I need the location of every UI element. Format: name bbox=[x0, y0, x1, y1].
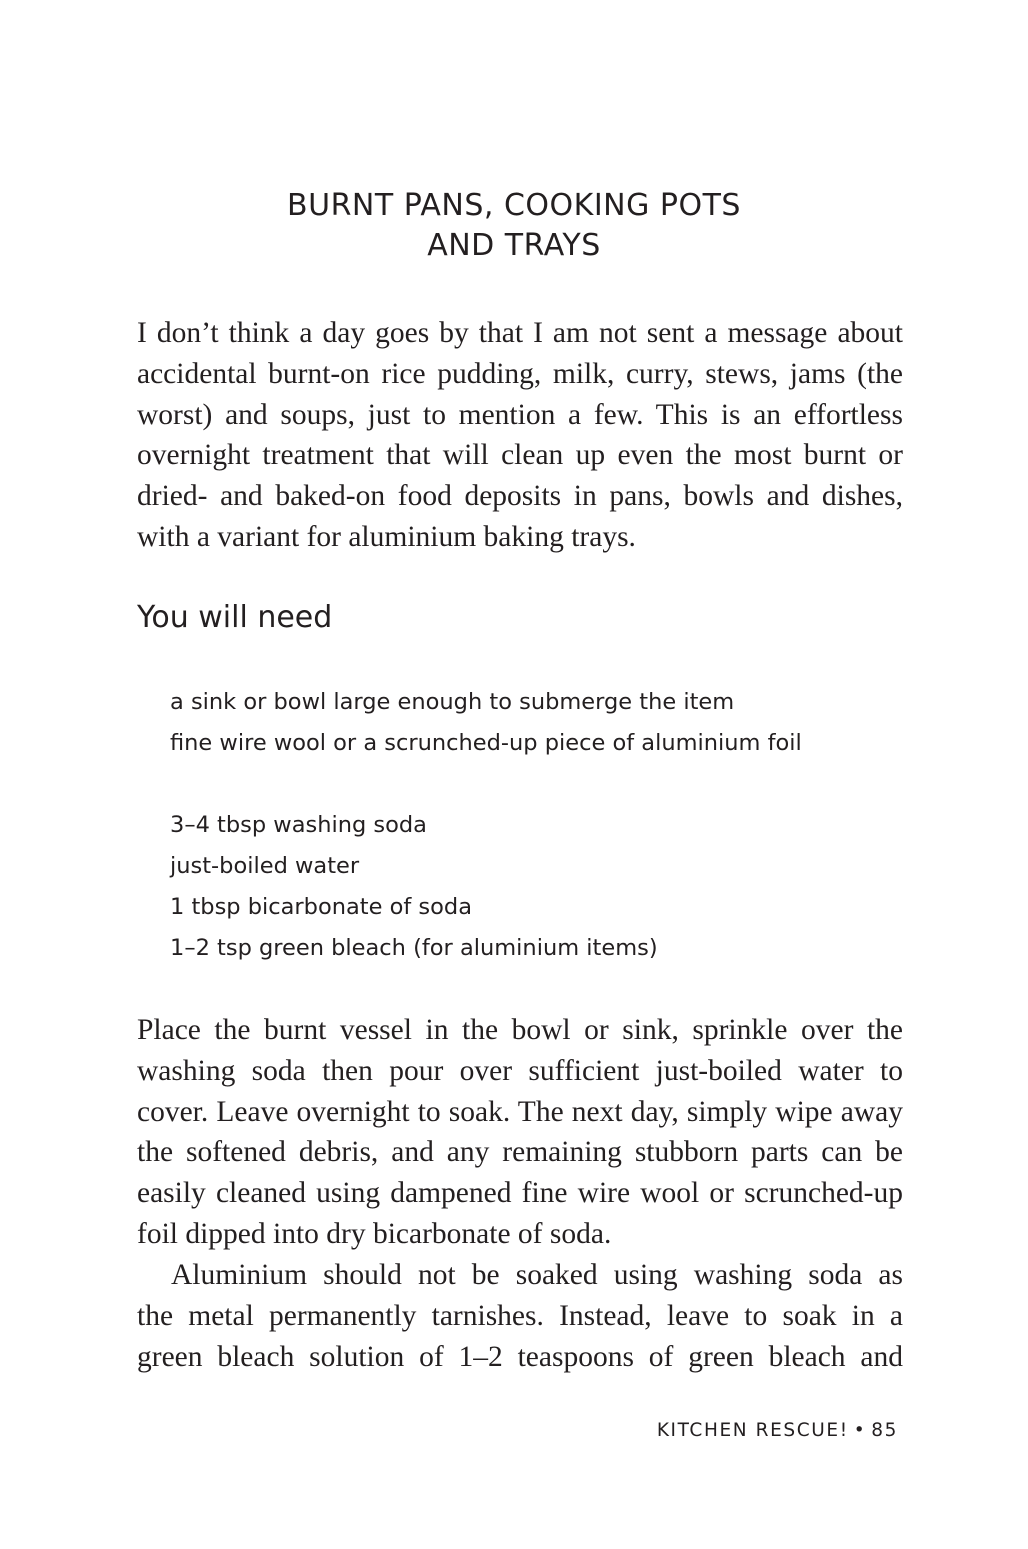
equipment-item: fine wire wool or a scrunched-up piece of aluminium foil bbox=[170, 730, 802, 756]
method-line: the metal permanently tarnishes. Instead, leave to soak in a bbox=[137, 1299, 903, 1332]
intro-line: dried- and baked-on food deposits in pans, bowls and dishes, bbox=[137, 480, 903, 513]
ingredient-item: 1 tbsp bicarbonate of soda bbox=[170, 894, 472, 920]
method-line: foil dipped into dry bicarbonate of soda. bbox=[137, 1217, 612, 1250]
ingredients-list bbox=[170, 805, 658, 969]
method-line: Aluminium should not be soaked using washing soda as bbox=[171, 1259, 903, 1291]
separator-dot: • bbox=[853, 1420, 867, 1441]
equipment-item: a sink or bowl large enough to submerge the item bbox=[170, 689, 735, 715]
ingredient-item: 1–2 tsp green bleach (for aluminium items) bbox=[170, 935, 658, 961]
ingredient-item: 3–4 tbsp washing soda bbox=[170, 812, 427, 838]
equipment-list bbox=[170, 682, 802, 764]
intro-line: with a variant for aluminium baking trays. bbox=[137, 520, 636, 553]
intro-paragraph bbox=[137, 313, 903, 558]
you-will-need-heading: You will need bbox=[137, 600, 333, 635]
method-line: green bleach solution of 1–2 teaspoons of green bleach and bbox=[137, 1340, 903, 1373]
page-title bbox=[0, 186, 1028, 266]
intro-line: I don’t think a day goes by that I am not sent a message about bbox=[137, 317, 903, 349]
ingredient-item: just-boiled water bbox=[170, 853, 360, 879]
method-line: the softened debris, and any remaining stubborn parts can be bbox=[137, 1136, 903, 1169]
method-line: easily cleaned using dampened fine wire wool or scrunched-up bbox=[137, 1177, 903, 1210]
method-paragraph-2 bbox=[137, 1255, 903, 1377]
running-footer bbox=[657, 1417, 898, 1445]
method-paragraph-1 bbox=[137, 1010, 903, 1255]
title-line-2: AND TRAYS bbox=[427, 228, 601, 263]
section-title: KITCHEN RESCUE! bbox=[656, 1420, 849, 1441]
page-number: 85 bbox=[871, 1420, 898, 1441]
method-line: washing soda then pour over sufficient just-boiled water to bbox=[137, 1054, 903, 1087]
method-line: Place the burnt vessel in the bowl or sink, sprinkle over the bbox=[137, 1014, 903, 1046]
intro-line: overnight treatment that will clean up even the most burnt or bbox=[137, 439, 903, 472]
intro-line: accidental burnt-on rice pudding, milk, curry, stews, jams (the bbox=[137, 357, 903, 390]
title-line-1: BURNT PANS, COOKING POTS bbox=[287, 188, 741, 223]
intro-line: worst) and soups, just to mention a few. This is an effortless bbox=[137, 398, 903, 431]
method-line: cover. Leave overnight to soak. The next day, simply wipe away bbox=[137, 1095, 903, 1128]
